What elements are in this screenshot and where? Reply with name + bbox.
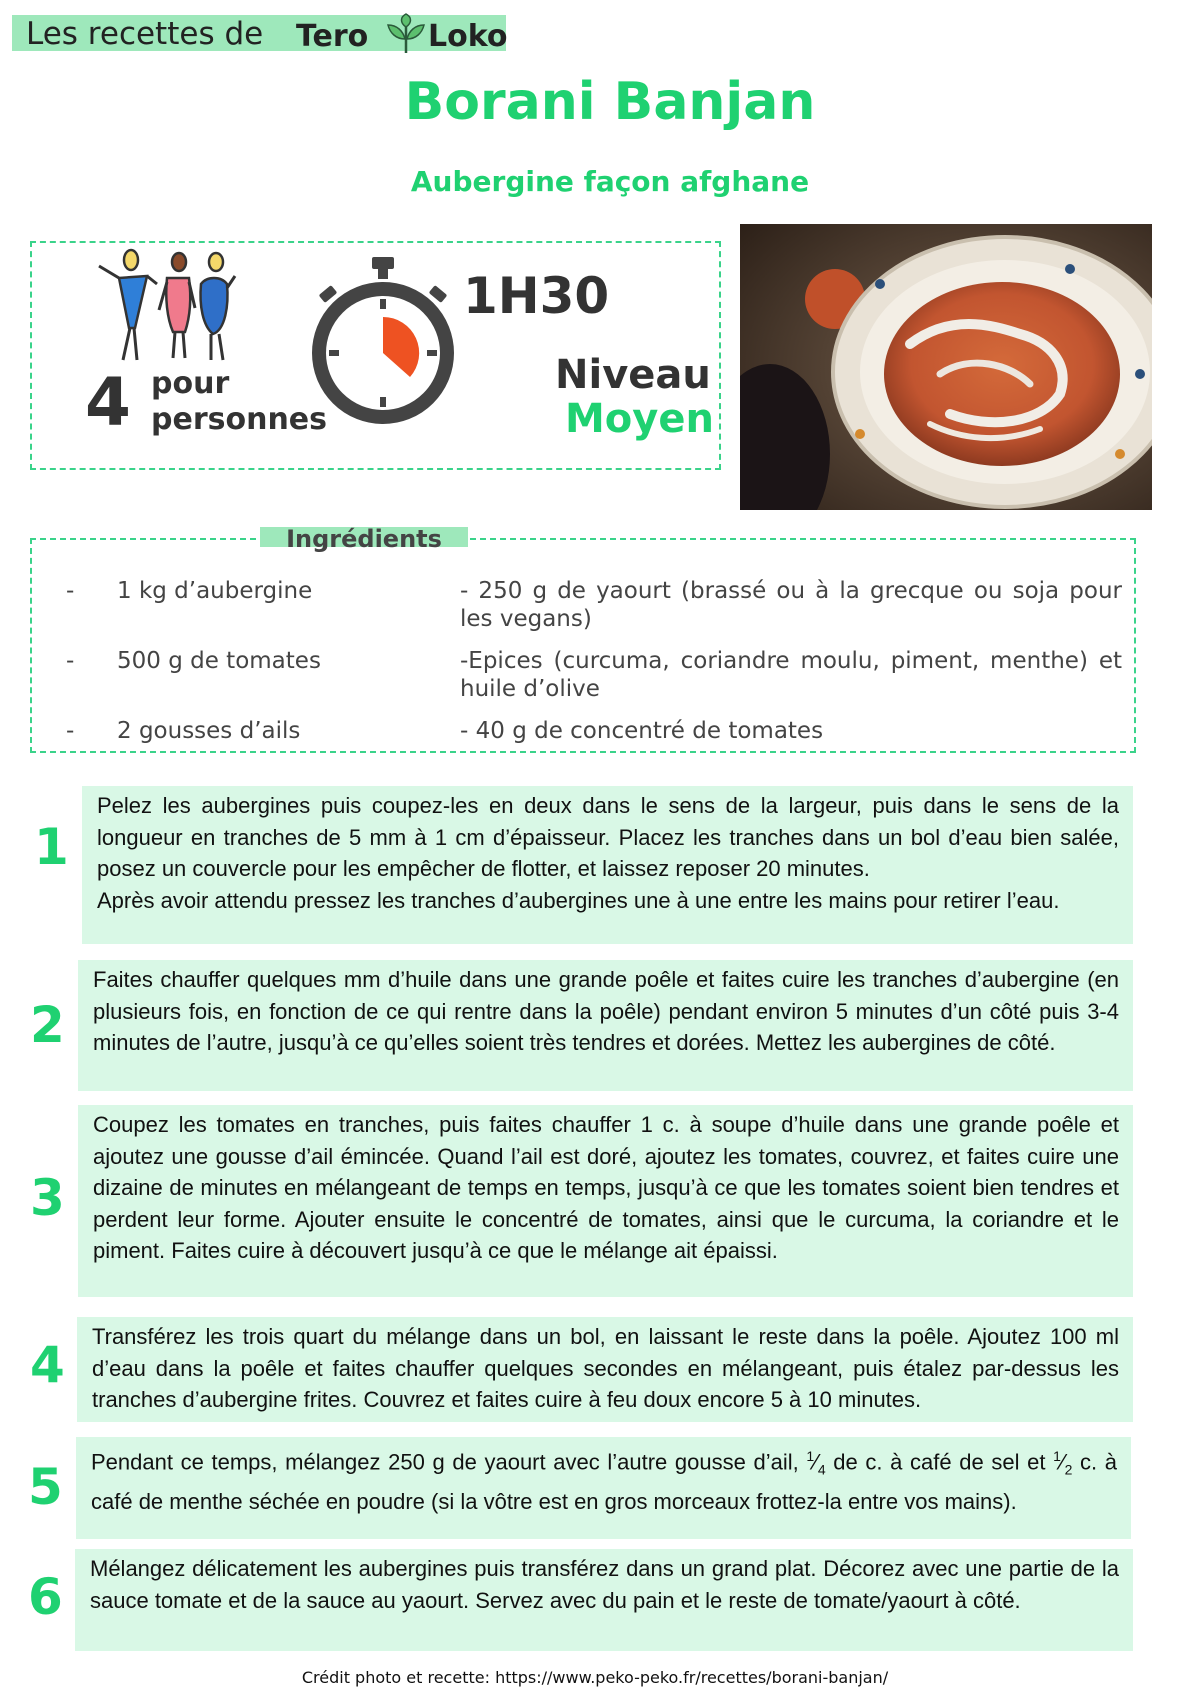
ingredient-right-2: -Epices (curcuma, coriandre moulu, piment, menthe) et huile d’olive [460,648,1122,702]
step-4 [77,1317,1133,1422]
fraction-num: 1 [1053,1448,1061,1464]
photo-credit: Crédit photo et recette: https://www.peko-peko.fr/recettes/borani-banjan/ [301,1668,889,1687]
step-number-4: 4 [30,1336,65,1394]
fraction-num: 1 [806,1448,815,1464]
list-bullet: - [66,718,75,744]
step-5 [76,1437,1131,1539]
people-icon [93,248,243,366]
step-6 [75,1549,1133,1651]
list-bullet: - [66,648,75,674]
ingredient-right-1: - 250 g de yaourt (brassé ou à la grecque ou soja pour les vegans) [460,578,1122,632]
step-text: Mélangez délicatement les aubergines puis transférez dans un grand plat. Décorez avec une partie de la sauce tomate et de la sauce au yaourt. Servez avec du pain et le reste de tomate/yaourt à côté. [90,1556,1119,1613]
step-number-5: 5 [28,1458,63,1516]
ingredients-title-banner [260,525,468,553]
step-number-1: 1 [34,818,69,876]
brand-name-part2: Loko [428,19,508,54]
step-text-2: Après avoir attendu pressez les tranches d’aubergines une à une entre les mains pour retirer l’eau. [97,887,1060,913]
step-3 [78,1105,1133,1297]
stopwatch-icon [308,255,458,425]
fraction-den: 4 [817,1461,826,1478]
step-text: Coupez les tomates en tranches, puis faites chauffer 1 c. à soupe d’huile dans une grande poêle et ajoutez une gousse d’ail émincée. Quand l’ail est doré, ajoutez les tomates, couvrez, et faites cuire une dizaine de minutes en mélangeant de temps en temps, jusqu’à ce que les tomates soient bien tendres et perdent leur forme. Ajouter ensuite le concentré de tomates, ainsi que le curcuma, la coriandre et le piment. Faites cuire à découvert jusqu’à ce que le mélange ait épaissi. [93,1112,1119,1263]
list-bullet: - [66,578,75,604]
servings-label-2: personnes [151,402,328,437]
step-number-6: 6 [28,1568,63,1626]
servings-label-1: pour [151,366,230,401]
ingredient-left-3: 2 gousses d’ails [117,718,301,744]
step-2 [78,960,1133,1091]
level-value: Moyen [565,396,714,442]
ingredient-left-2: 500 g de tomates [117,648,321,674]
step-number-2: 2 [30,996,65,1054]
brand-name-part1: Tero [296,19,369,54]
dish-photo [740,224,1152,510]
step-text: Pendant ce temps, mélangez 250 g de yaourt avec l’autre gousse d’ail, $^1⁄_4$ de c. à café de sel et $^1⁄_2$ c. à café de menthe séchée en poudre (si la vôtre est en gros morceaux frottez-la entre vos mains). [91,1448,1117,1515]
ingredient-right-3: - 40 g de concentré de tomates [460,718,824,744]
brand-banner [12,15,508,54]
step-1 [82,786,1133,944]
level-label: Niveau [555,352,711,398]
step-text: Transférez les trois quart du mélange dans un bol, en laissant le reste dans la poêle. Ajoutez 100 ml d’eau dans la poêle et faites chauffer quelques secondes en mélangeant, puis étalez par-dessus les tranches d’aubergine frites. Couvrez et faites cuire à feu doux encore 5 à 10 minutes. [92,1324,1119,1412]
ingredient-left-1: 1 kg d’aubergine [117,578,313,604]
recipe-subtitle: Aubergine façon afghane [410,165,810,198]
step-number-3: 3 [30,1169,65,1227]
brand-prefix: Les recettes de [26,16,264,52]
recipe-title: Borani Banjan [404,72,816,132]
ingredients-title: Ingrédients [286,525,442,553]
leaf-icon [384,13,428,55]
step-text: Faites chauffer quelques mm d’huile dans une grande poêle et faites cuire les tranches d’aubergine (en plusieurs fois, en fonction de ce qui rentre dans la poêle) pendant environ 5 minutes d’un côté puis 3-4 minutes de l’autre, jusqu’à ce qu’elles soient très tendres et dorées. Mettez les aubergines de côté. [93,967,1119,1055]
servings-count: 4 [85,364,131,441]
fraction-den: 2 [1064,1461,1073,1478]
cooking-time: 1H30 [463,267,610,325]
step-text: Pelez les aubergines puis coupez-les en deux dans le sens de la largeur, puis dans le sens de la longueur en tranches de 5 mm à 1 cm d’épaisseur. Placez les tranches dans un bol d’eau bien salée, posez un couvercle pour les empêcher de flotter, et laissez reposer 20 minutes. [97,793,1119,881]
